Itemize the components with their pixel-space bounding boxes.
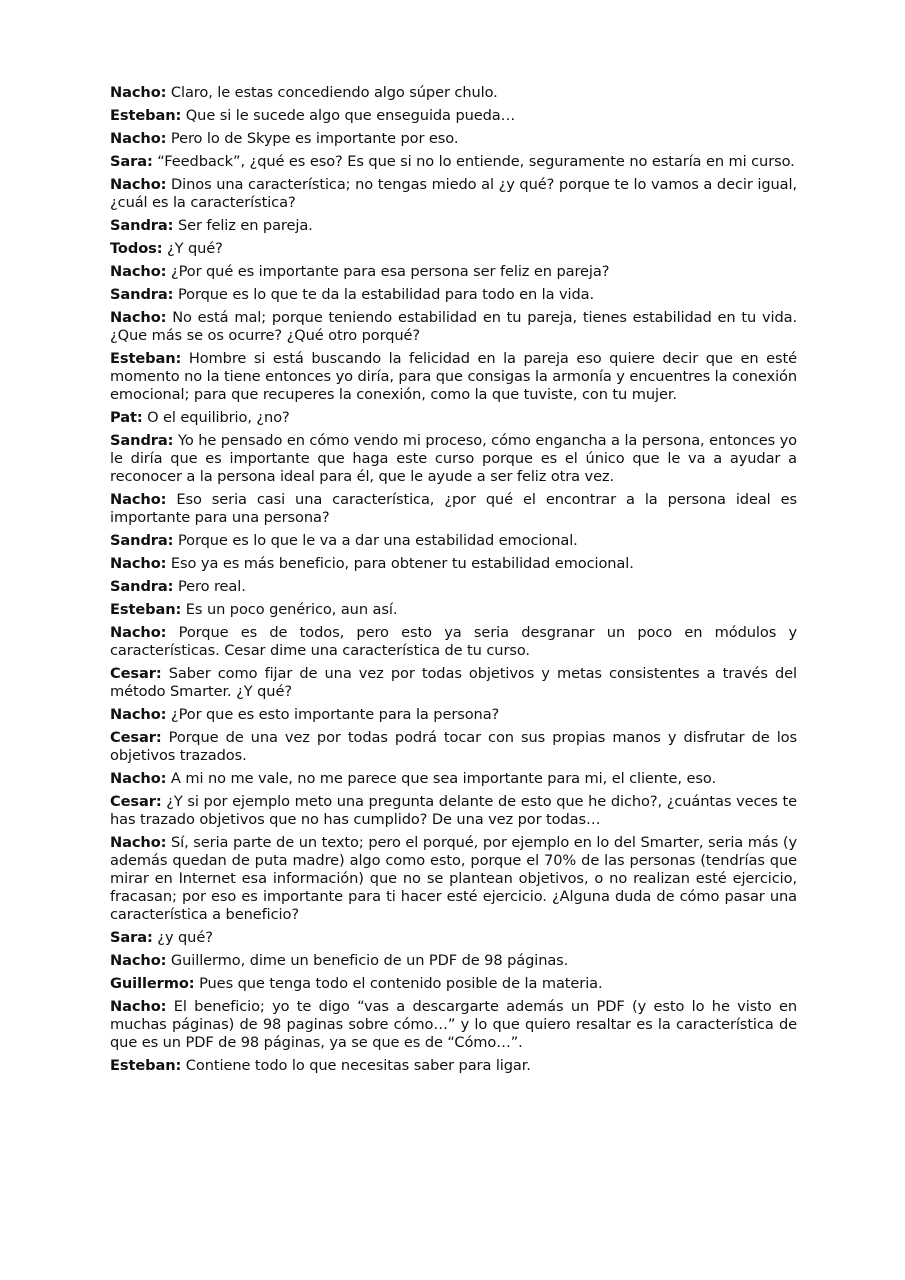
- dialogue-line: [110, 601, 797, 619]
- line-text: ¿Y si por ejemplo meto una pregunta delante de esto que he dicho?, ¿cuántas veces te has trazado objetivos que no has cumplido? De una vez por todas…: [110, 793, 797, 828]
- dialogue-line: [110, 263, 797, 281]
- line-text: Es un poco genérico, aun así.: [185, 601, 398, 618]
- line-text: ¿Por que es esto importante para la persona?: [170, 706, 500, 723]
- line-text: Dinos una característica; no tengas miedo al ¿y qué? porque te lo vamos a decir igual, ¿cuál es la característica?: [110, 176, 797, 211]
- dialogue-line: [110, 624, 797, 660]
- dialogue-line: [110, 998, 797, 1052]
- dialogue-line: [110, 153, 797, 171]
- line-text: O el equilibrio, ¿no?: [147, 409, 290, 426]
- line-text: Pero lo de Skype es importante por eso.: [170, 130, 459, 147]
- line-text: Sí, seria parte de un texto; pero el porqué, por ejemplo en lo del Smarter, seria más (y además quedan de puta madre) algo como esto, porque el 70% de las personas (tendrías que mirar en Internet esa información) que no se plantean objetivos, o no realizan esté ejercicio, fracasan; por eso es importante para ti hacer esté ejercicio. ¿Alguna duda de cómo pasar una característica a beneficio?: [110, 834, 797, 923]
- line-text: ¿y qué?: [157, 929, 213, 946]
- line-text: Eso ya es más beneficio, para obtener tu estabilidad emocional.: [170, 555, 634, 572]
- dialogue-line: [110, 793, 797, 829]
- dialogue-line: [110, 176, 797, 212]
- speaker-name: Guillermo:: [110, 975, 195, 992]
- dialogue-line: [110, 107, 797, 125]
- dialogue-line: [110, 432, 797, 486]
- speaker-name: Esteban:: [110, 107, 182, 124]
- speaker-name: Nacho:: [110, 624, 167, 641]
- line-text: Porque es lo que le va a dar una estabilidad emocional.: [177, 532, 578, 549]
- line-text: Ser feliz en pareja.: [177, 217, 313, 234]
- dialogue-line: [110, 130, 797, 148]
- line-text: ¿Por qué es importante para esa persona ser feliz en pareja?: [170, 263, 610, 280]
- speaker-name: Cesar:: [110, 665, 162, 682]
- speaker-name: Sara:: [110, 153, 153, 170]
- speaker-name: Nacho:: [110, 952, 167, 969]
- line-text: Contiene todo lo que necesitas saber para ligar.: [185, 1057, 531, 1074]
- speaker-name: Esteban:: [110, 1057, 182, 1074]
- dialogue-line: [110, 240, 797, 258]
- dialogue-line: [110, 665, 797, 701]
- dialogue-line: [110, 217, 797, 235]
- speaker-name: Sandra:: [110, 432, 174, 449]
- speaker-name: Todos:: [110, 240, 163, 257]
- dialogue-line: [110, 706, 797, 724]
- speaker-name: Nacho:: [110, 555, 167, 572]
- dialogue-line: [110, 350, 797, 404]
- line-text: Claro, le estas concediendo algo súper chulo.: [170, 84, 498, 101]
- dialogue-line: [110, 84, 797, 102]
- dialogue-line: [110, 770, 797, 788]
- speaker-name: Cesar:: [110, 793, 162, 810]
- line-text: “Feedback”, ¿qué es eso? Es que si no lo entiende, seguramente no estaría en mi curso.: [157, 153, 795, 170]
- line-text: Yo he pensado en cómo vendo mi proceso, cómo engancha a la persona, entonces yo le diría que es importante que haga este curso porque es el único que le va a ayudar a reconocer a la persona ideal para él, que le ayude a ser feliz otra vez.: [110, 432, 797, 485]
- dialogue-line: [110, 929, 797, 947]
- dialogue-line: [110, 286, 797, 304]
- speaker-name: Nacho:: [110, 263, 167, 280]
- line-text: Pues que tenga todo el contenido posible de la materia.: [199, 975, 603, 992]
- speaker-name: Sandra:: [110, 286, 174, 303]
- speaker-name: Nacho:: [110, 491, 167, 508]
- line-text: Hombre si está buscando la felicidad en la pareja eso quiere decir que en esté momento no la tiene entonces yo diría, para que consigas la armonía y encuentres la conexión emocional; para que recuperes la conexión, como la que tuviste, con tu mujer.: [110, 350, 797, 403]
- line-text: ¿Y qué?: [166, 240, 223, 257]
- dialogue-line: [110, 1057, 797, 1075]
- speaker-name: Nacho:: [110, 834, 167, 851]
- speaker-name: Nacho:: [110, 770, 167, 787]
- speaker-name: Nacho:: [110, 130, 167, 147]
- speaker-name: Nacho:: [110, 84, 167, 101]
- line-text: Porque de una vez por todas podrá tocar con sus propias manos y disfrutar de los objetivos trazados.: [110, 729, 797, 764]
- line-text: El beneficio; yo te digo “vas a descargarte además un PDF (y esto lo he visto en muchas páginas) de 98 paginas sobre cómo…” y lo que quiero resaltar es la característica de que es un PDF de 98 páginas, ya se que es de “Cómo…”.: [110, 998, 797, 1051]
- line-text: No está mal; porque teniendo estabilidad en tu pareja, tienes estabilidad en tu vida. ¿Que más se os ocurre? ¿Qué otro porqué?: [110, 309, 797, 344]
- speaker-name: Sara:: [110, 929, 153, 946]
- dialogue-line: [110, 309, 797, 345]
- transcript-page: [110, 84, 797, 1080]
- speaker-name: Cesar:: [110, 729, 162, 746]
- speaker-name: Esteban:: [110, 350, 182, 367]
- line-text: Pero real.: [177, 578, 246, 595]
- dialogue-line: [110, 532, 797, 550]
- dialogue-line: [110, 491, 797, 527]
- line-text: Guillermo, dime un beneficio de un PDF de 98 páginas.: [170, 952, 569, 969]
- line-text: Porque es de todos, pero esto ya seria desgranar un poco en módulos y características. Cesar dime una característica de tu curso.: [110, 624, 797, 659]
- dialogue-line: [110, 409, 797, 427]
- dialogue-line: [110, 729, 797, 765]
- line-text: A mi no me vale, no me parece que sea importante para mi, el cliente, eso.: [170, 770, 717, 787]
- speaker-name: Esteban:: [110, 601, 182, 618]
- dialogue-line: [110, 555, 797, 573]
- dialogue-line: [110, 578, 797, 596]
- line-text: Que si le sucede algo que enseguida pueda…: [185, 107, 516, 124]
- dialogue-line: [110, 952, 797, 970]
- speaker-name: Sandra:: [110, 217, 174, 234]
- dialogue-line: [110, 834, 797, 924]
- line-text: Porque es lo que te da la estabilidad para todo en la vida.: [177, 286, 595, 303]
- line-text: Saber como fijar de una vez por todas objetivos y metas consistentes a través del método Smarter. ¿Y qué?: [110, 665, 797, 700]
- speaker-name: Pat:: [110, 409, 143, 426]
- dialogue-line: [110, 975, 797, 993]
- speaker-name: Sandra:: [110, 532, 174, 549]
- speaker-name: Nacho:: [110, 309, 167, 326]
- line-text: Eso seria casi una característica, ¿por qué el encontrar a la persona ideal es importante para una persona?: [110, 491, 797, 526]
- speaker-name: Nacho:: [110, 998, 167, 1015]
- speaker-name: Nacho:: [110, 706, 167, 723]
- speaker-name: Sandra:: [110, 578, 174, 595]
- speaker-name: Nacho:: [110, 176, 167, 193]
